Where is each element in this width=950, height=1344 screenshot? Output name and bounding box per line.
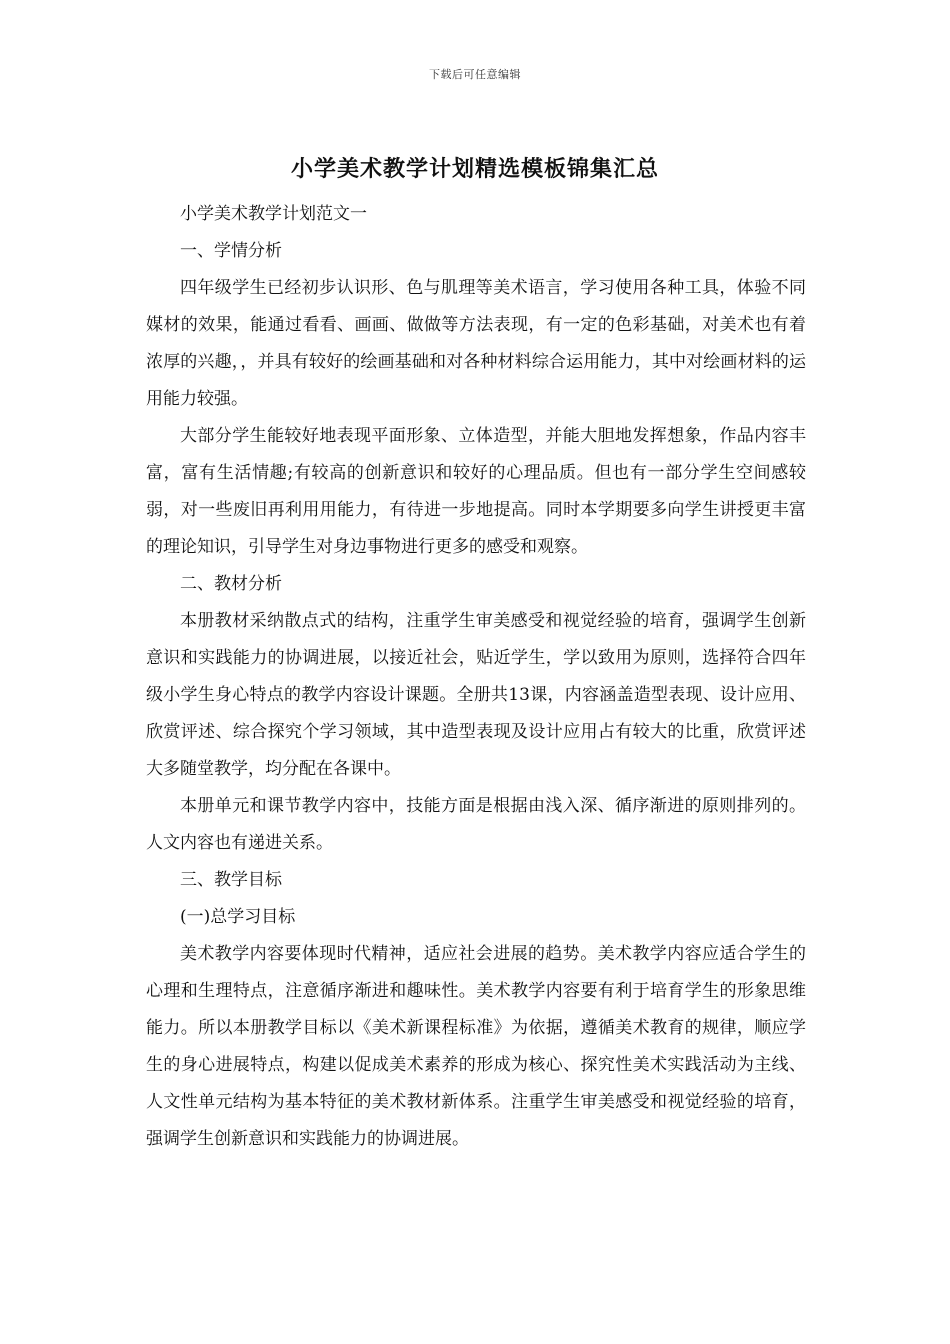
body-paragraph: 本册教材采纳散点式的结构，注重学生审美感受和视觉经验的培育，强调学生创新意识和实践能力的协调进展，以接近社会，贴近学生，学以致用为原则，选择符合四年级小学生身心特点的教学内容设计课题。全册共13课，内容涵盖造型表现、设计应用、欣赏评述、综合探究个学习领域，其中造型表现及设计应用占有较大的比重，欣赏评述大多随堂教学，均分配在各课中。 bbox=[146, 611, 806, 779]
header-note: 下载后可任意编辑 bbox=[429, 68, 521, 81]
body-paragraph: 美术教学内容要体现时代精神，适应社会进展的趋势。美术教学内容应适合学生的心理和生理特点，注意循序渐进和趣味性。美术教学内容要有利于培育学生的形象思维能力。所以本册教学目标以《美术新课程标准》为依据，遵循美术教育的规律，顺应学生的身心进展特点，构建以促成美术素养的形成为核心、探究性美术实践活动为主线、人文性单元结构为基本特征的美术教材新体系。注重学生审美感受和视觉经验的培育，强调学生创新意识和实践能力的协调进展。 bbox=[146, 944, 806, 1149]
document-title: 小学美术教学计划精选模板锦集汇总 bbox=[290, 156, 659, 182]
body-paragraph: 四年级学生已经初步认识形、色与肌理等美术语言，学习使用各种工具，体验不同媒材的效果，能通过看看、画画、做做等方法表现，有一定的色彩基础，对美术也有着浓厚的兴趣，，并具有较好的绘画基础和对各种材料综合运用能力，其中对绘画材料的运用能力较强。 bbox=[146, 278, 806, 409]
section-heading: 三、教学目标 bbox=[180, 870, 282, 890]
section-heading: 一、学情分析 bbox=[180, 241, 282, 261]
subtitle-paragraph: 小学美术教学计划范文一 bbox=[180, 204, 367, 224]
subsection-heading: (一)总学习目标 bbox=[180, 907, 296, 927]
body-paragraph: 本册单元和课节教学内容中，技能方面是根据由浅入深、循序渐进的原则排列的。人文内容也有递进关系。 bbox=[146, 796, 806, 853]
body-paragraph: 大部分学生能较好地表现平面形象、立体造型，并能大胆地发挥想象，作品内容丰富，富有生活情趣;有较高的创新意识和较好的心理品质。但也有一部分学生空间感较弱，对一些废旧再利用用能力，有待进一步地提高。同时本学期要多向学生讲授更丰富的理论知识，引导学生对身边事物进行更多的感受和观察。 bbox=[146, 426, 806, 557]
document-body bbox=[146, 196, 806, 1158]
section-heading: 二、教材分析 bbox=[180, 574, 282, 594]
